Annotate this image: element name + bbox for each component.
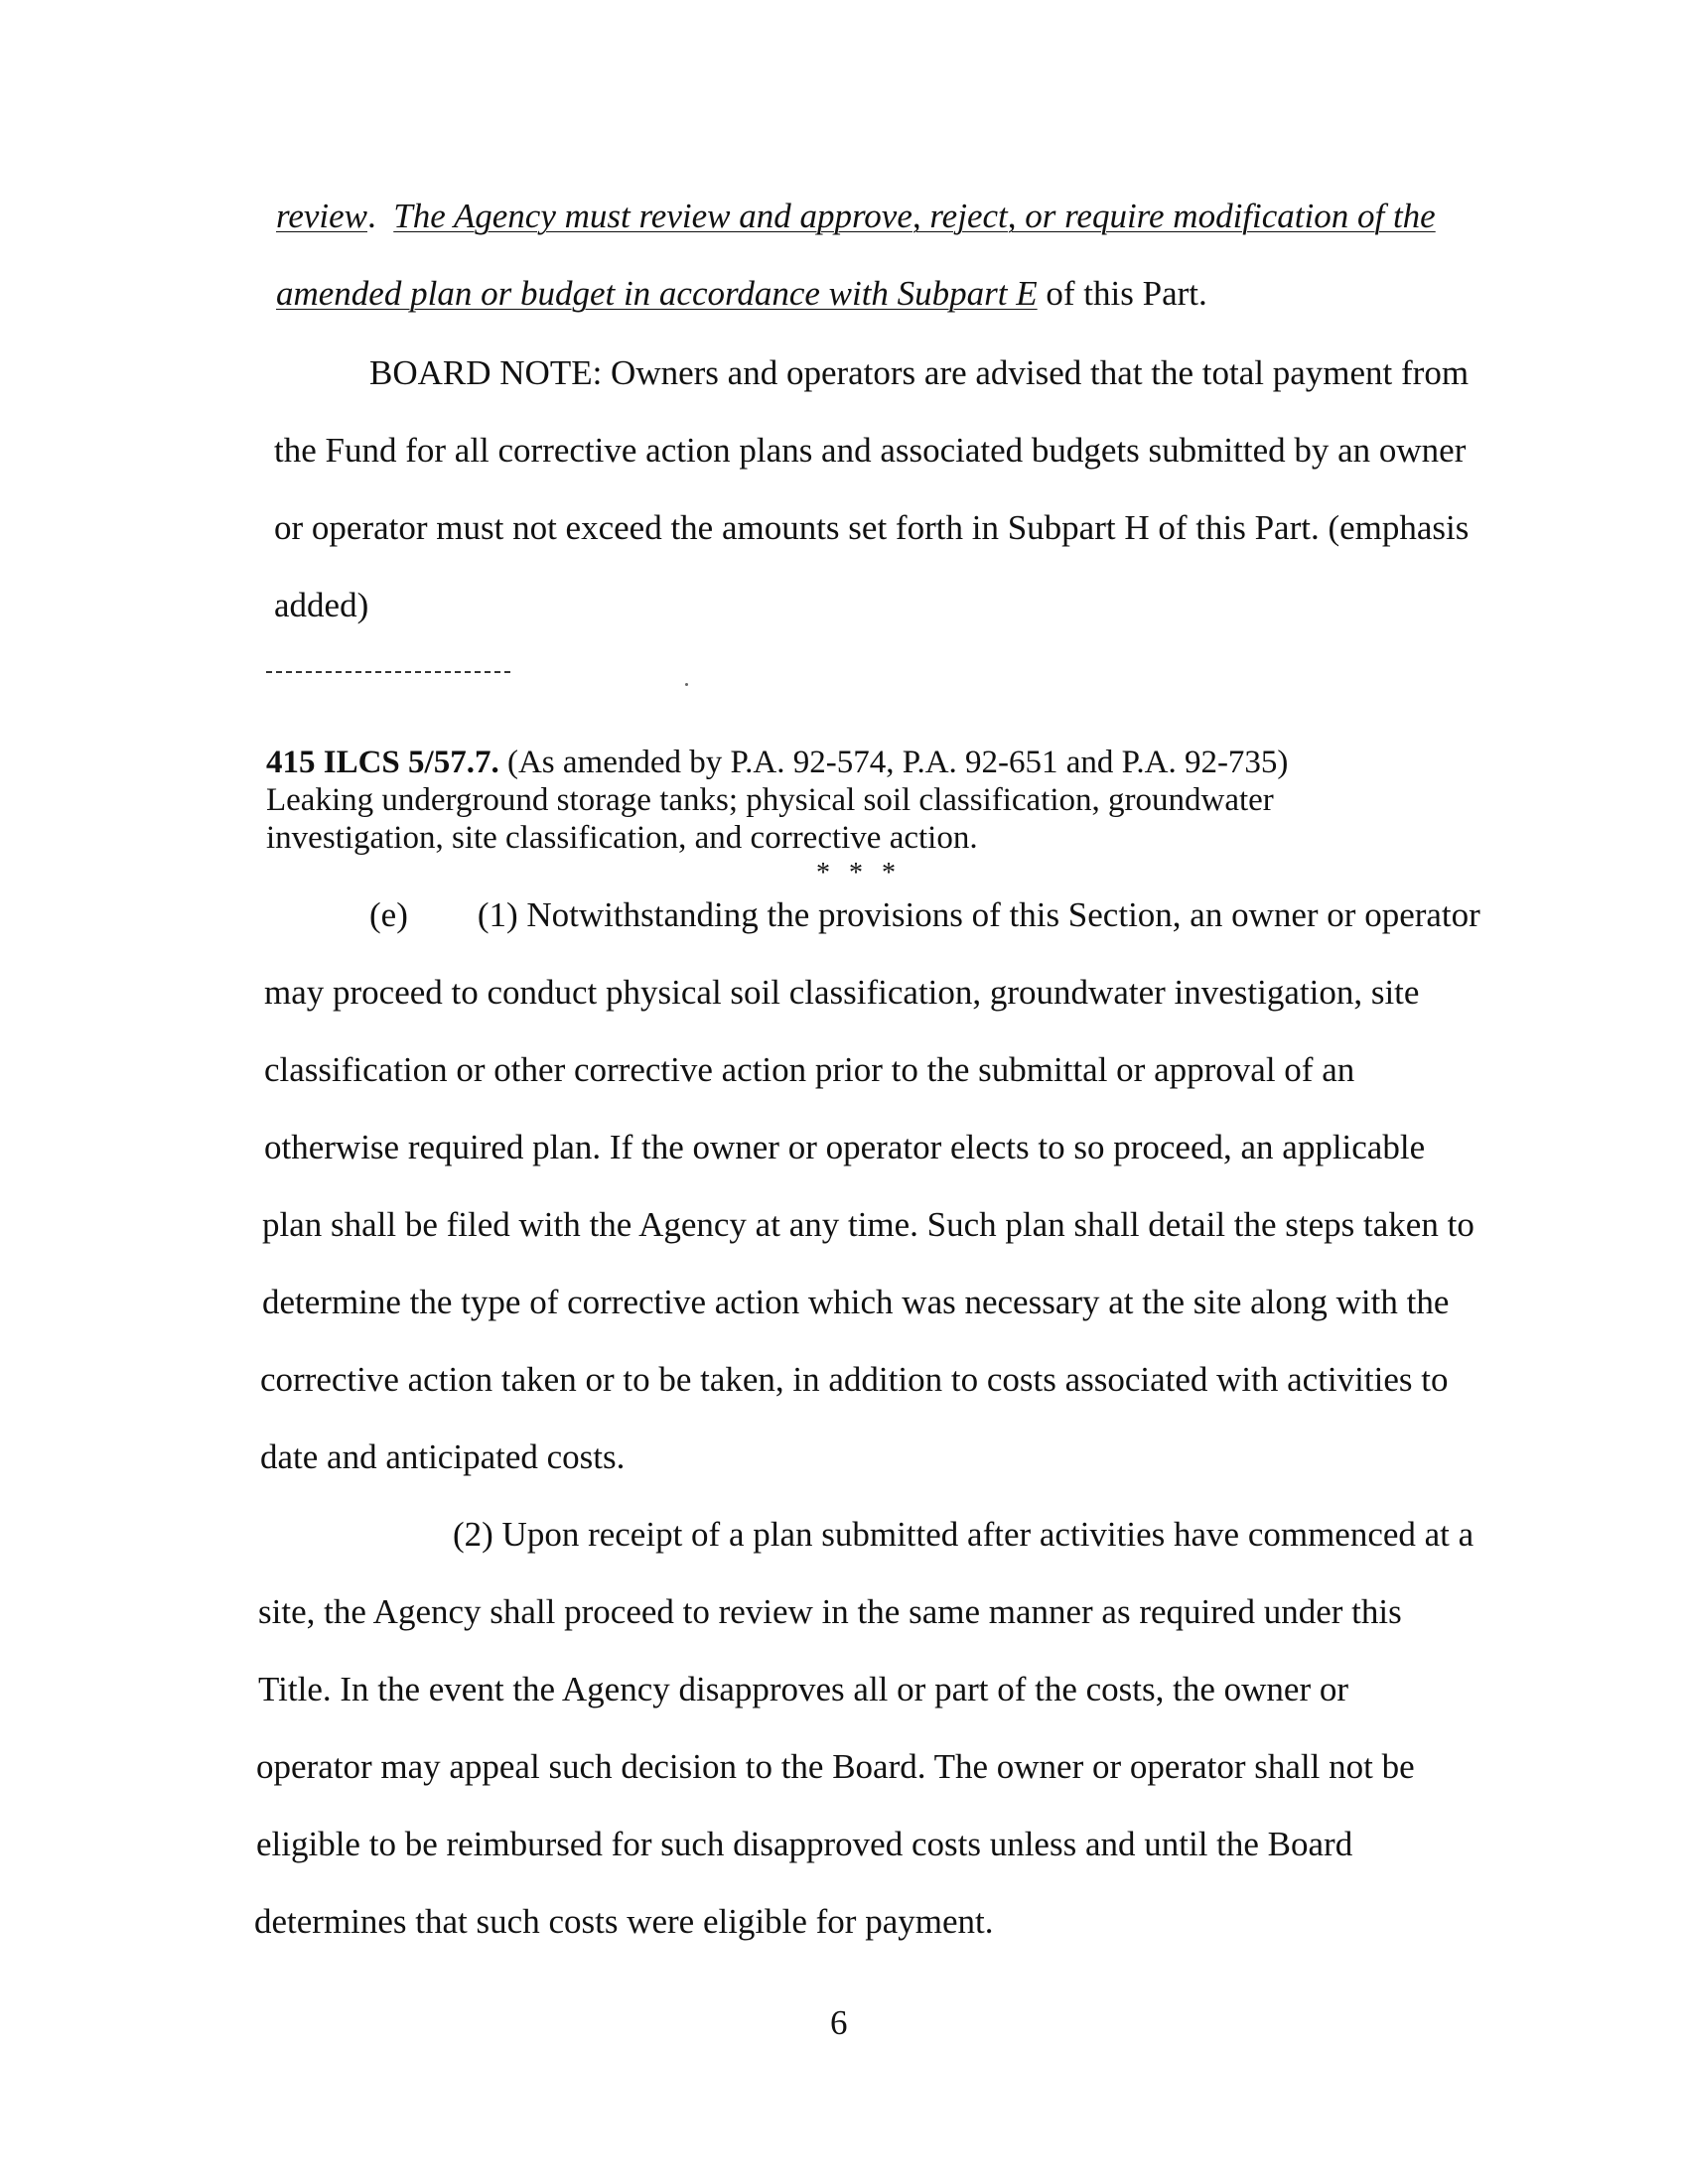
section-break-stars: * * * [816, 858, 902, 888]
para-2-line: site, the Agency shall proceed to review in the same manner as required under this [258, 1592, 1402, 1631]
citation-line: investigation, site classification, and corrective action. [266, 820, 978, 856]
para-2-line: operator may appeal such decision to the Board. The owner or operator shall not be [256, 1747, 1415, 1786]
text-line-1 [276, 195, 1436, 238]
board-note-line: added) [274, 586, 369, 624]
para-e-line: plan shall be filed with the Agency at any time. Such plan shall detail the steps taken to [262, 1205, 1474, 1244]
board-note-line: BOARD NOTE: Owners and operators are advised that the total payment from [369, 353, 1470, 392]
para-e-line: (e) (1) Notwithstanding the provisions of this Section, an owner or operator [369, 895, 1480, 934]
text-segment: amended plan or budget in accordance with Subpart E [276, 274, 1038, 313]
citation-code: 415 ILCS 5/57.7. [266, 745, 499, 780]
scan-speck [685, 683, 688, 686]
text-segment: review [276, 197, 367, 235]
para-2-line: determines that such costs were eligible for payment. [254, 1902, 994, 1941]
para-e-line: determine the type of corrective action which was necessary at the site along with the [262, 1283, 1450, 1321]
para-e-line: corrective action taken or to be taken, in addition to costs associated with activities to [260, 1360, 1449, 1399]
board-note-line: or operator must not exceed the amounts set forth in Subpart H of this Part. (emphasis [274, 508, 1470, 547]
para-e-line: classification or other corrective action prior to the submittal or approval of an [264, 1050, 1355, 1089]
para-2-line: (2) Upon receipt of a plan submitted after activities have commenced at a [453, 1515, 1474, 1554]
para-2-line: Title. In the event the Agency disapproves all or part of the costs, the owner or [258, 1670, 1349, 1708]
para-e-line: date and anticipated costs. [260, 1437, 626, 1476]
citation-amendment: (As amended by P.A. 92-574, P.A. 92-651 and P.A. 92-735) [498, 745, 1289, 780]
separator-line [266, 671, 510, 673]
text-segment: of this Part. [1037, 274, 1207, 313]
page-number: 6 [830, 2003, 848, 2042]
text-line-2 [276, 272, 1207, 316]
para-2-line: eligible to be reimbursed for such disapproved costs unless and until the Board [256, 1825, 1353, 1863]
citation-line: Leaking underground storage tanks; physical soil classification, groundwater [266, 782, 1274, 818]
citation-heading [266, 743, 1288, 782]
para-e-line: may proceed to conduct physical soil classification, groundwater investigation, site [264, 973, 1420, 1012]
text-segment: The Agency must review and approve, reject, or require modification of the [393, 197, 1436, 235]
text-segment: . [367, 197, 394, 235]
para-e-line: otherwise required plan. If the owner or operator elects to so proceed, an applicable [264, 1128, 1426, 1166]
board-note-line: the Fund for all corrective action plans and associated budgets submitted by an owner [274, 431, 1467, 470]
